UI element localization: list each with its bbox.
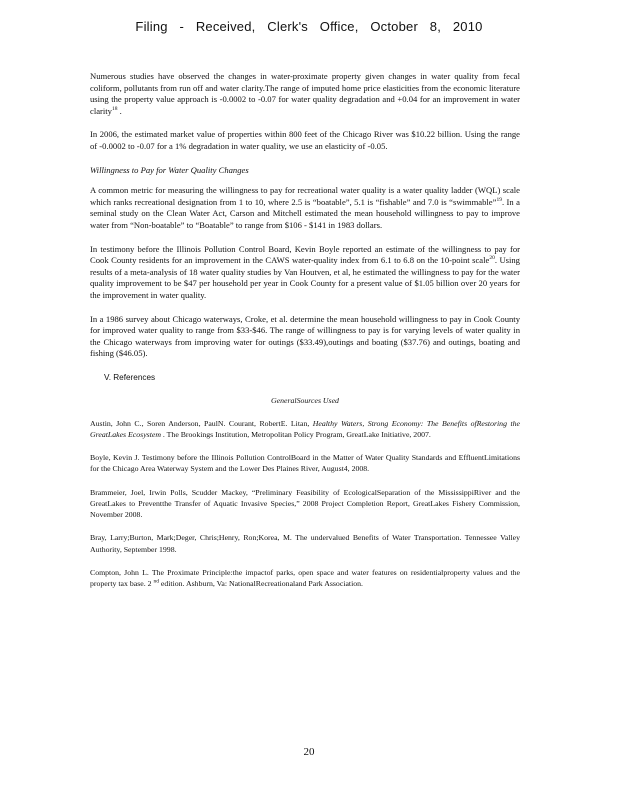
- reference-item: Brammeier, Joel, Irwin Polls, Scudder Mackey, “Preliminary Feasibility of EcologicalSeparation of the MississippiRiver and the GreatLakes to Preventthe Transfer of Aquatic Invasive Species,” 2008 Project Completion Report, GreatLakes Fishery Commission, November 2008.: [90, 487, 520, 520]
- filing-label: Filing - Received,: [135, 19, 256, 34]
- general-sources-heading: GeneralSources Used: [271, 395, 339, 405]
- paragraph-property-values: Numerous studies have observed the changes in water-proximate property given changes in water quality from fecal coliform, pollutants from run off and water clarity.The range of imputed home price elasticities from the economic literature using the property value approach is -0.0002 to -0.07 for water quality degradation and +0.04 for an improvement in water clarity$^{18}$ .: [90, 71, 520, 116]
- paragraph-croke-survey: In a 1986 survey about Chicago waterways, Croke, et al. determine the mean household willingness to pay in Cook County for improved water quality to range from $33-$46. The range of willingness to pay is for varying levels of water quality in the Chicago waterways from improving water for outings ($33.49),outings and boating ($37.76) and outings, boating and fishing ($46.05).: [90, 313, 520, 359]
- footnote-ref: 18: [111, 105, 118, 112]
- page-body: [90, 71, 520, 589]
- reference-item: Boyle, Kevin J. Testimony before the Illinois Pollution ControlBoard in the Matter of Water Quality Standards and EffluentLimitations for the Chicago Area Waterway System and the Lower Des Plaines River, August4, 2008.: [90, 453, 520, 474]
- footnote-ref: 20: [489, 255, 495, 262]
- reference-item: Austin, John C., Soren Anderson, PaulN. Courant, RobertE. Litan, Healthy Waters, Strong Economy: The Benefits ofRestoring the GreatLakes Ecosystem . The Brookings Institution, Metropolitan Policy Program, GreatLake Initiative, 2007.: [90, 418, 520, 440]
- reference-item: Compton, John L. The Proximate Principle:the impactof parks, open space and water features on residentialproperty values and the property tax base. 2 $^{nd}$ edition. Ashburn, Va: NationalRecreationaland Park Association.: [90, 567, 520, 588]
- footnote-ref: 19: [496, 196, 502, 203]
- reference-item: Bray, Larry;Burton, Mark;Deger, Chris;Henry, Ron;Korea, M. The undervalued Benefits of Water Transportation. Tennessee Valley Authority, September 1998.: [90, 533, 520, 554]
- filing-date: October 8, 2010: [370, 19, 483, 34]
- page-number: 20: [303, 746, 315, 758]
- filing-header: [0, 19, 618, 34]
- references-title: V. References: [104, 372, 156, 382]
- wtp-heading: Willingness to Pay for Water Quality Changes: [90, 164, 249, 175]
- clerk-office-label: Clerk's Office,: [267, 19, 359, 34]
- paragraph-boyle-testimony: In testimony before the Illinois Pollution Control Board, Kevin Boyle reported an estimate of the willingness to pay for Cook County residents for an improvement in the CAWS water-quality index from 6.1 to 6.8 on the 10-point scale$^{20}$. Using results of a meta-analysis of 18 water quality studies by Van Houtven, et al, he estimated the willingness to pay for the water quality improvement to be $47 per household per year in Cook County for a present value of $1.05 billion over 20 years for the improvement in water quality.: [90, 243, 520, 300]
- paragraph-market-value: In 2006, the estimated market value of properties within 800 feet of the Chicago River was $10.22 billion. Using the range of -0.0002 to -0.07 for a 1% degradation in water quality, we use an elasticity of -0.05.: [90, 129, 520, 151]
- paragraph-wql-ladder: A common metric for measuring the willingness to pay for recreational water quality is a water quality ladder (WQL) scale which ranks recreational designation from 1 to 10, where 2.5 is “boatable”, 5.1 is “fishable” and 7.0 is “swimmable”$^{19}$. In a seminal study on the Clean Water Act, Carson and Mitchell estimated the mean household willingness to pay to improve water from “Non-boatable” to “Boatable” to range from $106 - $141 in 1983 dollars.: [90, 185, 520, 230]
